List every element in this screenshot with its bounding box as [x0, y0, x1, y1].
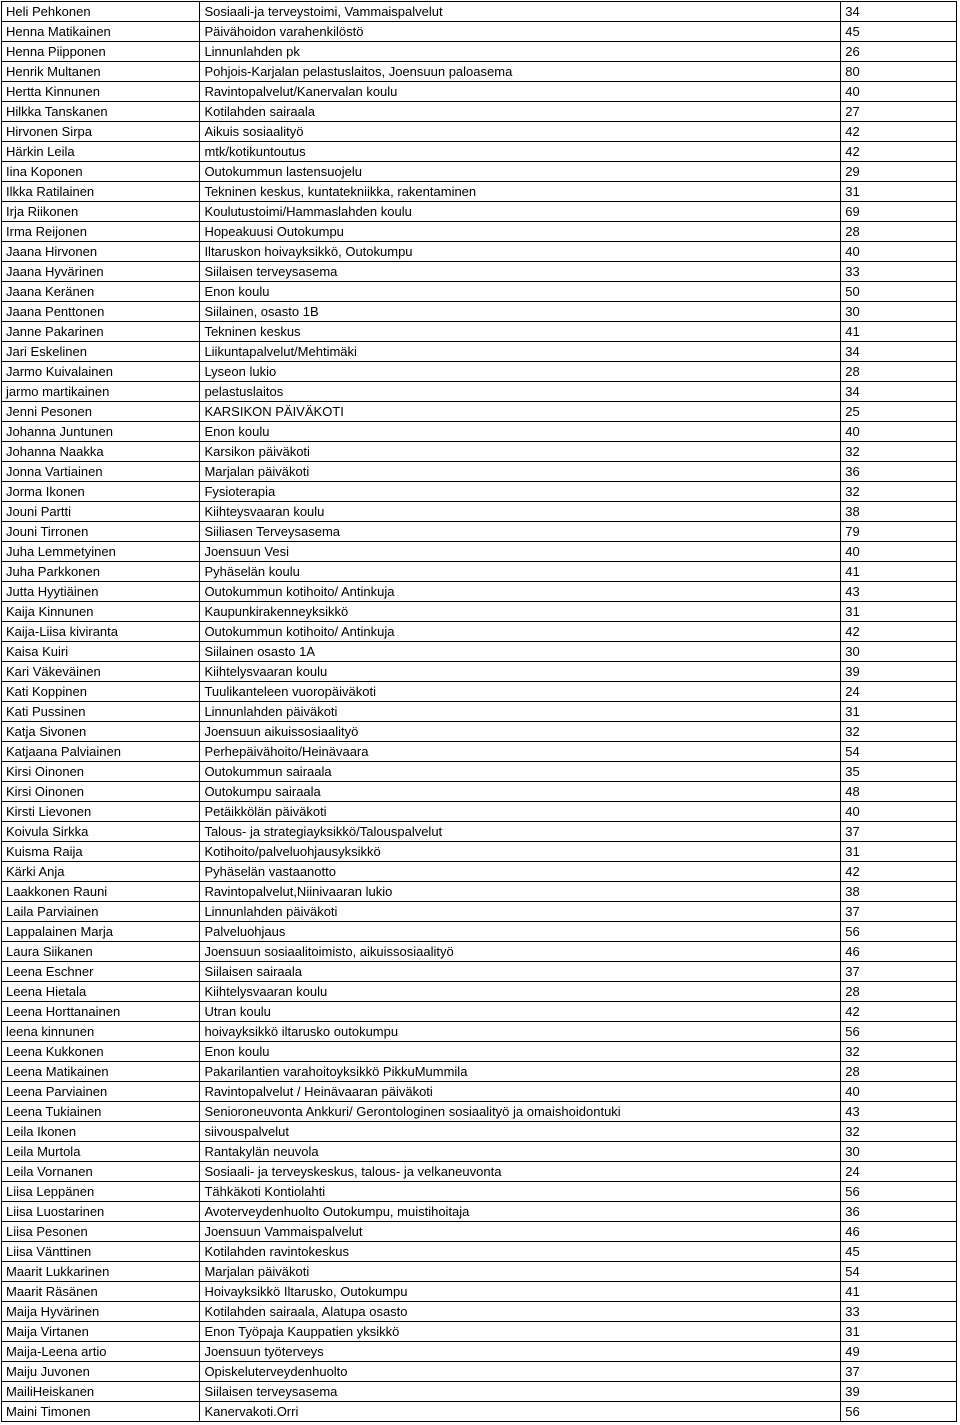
name-cell: jarmo martikainen — [2, 382, 200, 402]
name-cell: Johanna Naakka — [2, 442, 200, 462]
name-cell: Hertta Kinnunen — [2, 82, 200, 102]
age-cell: 31 — [841, 182, 957, 202]
table-row — [2, 162, 957, 182]
name-cell: Henna Matikainen — [2, 22, 200, 42]
age-cell: 32 — [841, 722, 957, 742]
table-row — [2, 262, 957, 282]
workplace-cell: Joensuun Vammaispalvelut — [200, 1222, 841, 1242]
age-cell: 28 — [841, 982, 957, 1002]
name-cell: Kaisa Kuiri — [2, 642, 200, 662]
name-cell: Irja Riikonen — [2, 202, 200, 222]
name-cell: Koivula Sirkka — [2, 822, 200, 842]
age-cell: 40 — [841, 82, 957, 102]
workplace-cell: Talous- ja strategiayksikkö/Talouspalvelut — [200, 822, 841, 842]
name-cell: Leena Parviainen — [2, 1082, 200, 1102]
name-cell: Kirsi Oinonen — [2, 782, 200, 802]
table-row — [2, 1242, 957, 1262]
workplace-cell: Liikuntapalvelut/Mehtimäki — [200, 342, 841, 362]
table-row — [2, 622, 957, 642]
table-row — [2, 1402, 957, 1422]
name-cell: Jonna Vartiainen — [2, 462, 200, 482]
workplace-cell: Tuulikanteleen vuoropäiväkoti — [200, 682, 841, 702]
workplace-cell: Siilainen, osasto 1B — [200, 302, 841, 322]
age-cell: 36 — [841, 1202, 957, 1222]
name-cell: leena kinnunen — [2, 1022, 200, 1042]
table-row — [2, 202, 957, 222]
name-cell: Katja Sivonen — [2, 722, 200, 742]
name-cell: Kaija-Liisa kiviranta — [2, 622, 200, 642]
name-cell: Kärki Anja — [2, 862, 200, 882]
age-cell: 37 — [841, 822, 957, 842]
age-cell: 56 — [841, 1182, 957, 1202]
age-cell: 49 — [841, 1342, 957, 1362]
name-cell: Leena Horttanainen — [2, 1002, 200, 1022]
table-row — [2, 562, 957, 582]
age-cell: 30 — [841, 1142, 957, 1162]
workplace-cell: Tekninen keskus, kuntatekniikka, rakentaminen — [200, 182, 841, 202]
age-cell: 31 — [841, 702, 957, 722]
name-cell: Leena Kukkonen — [2, 1042, 200, 1062]
age-cell: 34 — [841, 382, 957, 402]
workplace-cell: Senioroneuvonta Ankkuri/ Gerontologinen sosiaalityö ja omaishoidontuki — [200, 1102, 841, 1122]
table-row — [2, 682, 957, 702]
table-row — [2, 1122, 957, 1142]
table-row — [2, 542, 957, 562]
participant-table — [1, 1, 957, 1422]
name-cell: Härkin Leila — [2, 142, 200, 162]
name-cell: Irma Reijonen — [2, 222, 200, 242]
workplace-cell: Ravintopalvelut/Kanervalan koulu — [200, 82, 841, 102]
age-cell: 28 — [841, 1062, 957, 1082]
table-row — [2, 1282, 957, 1302]
table-row — [2, 1062, 957, 1082]
age-cell: 43 — [841, 1102, 957, 1122]
workplace-cell: siivouspalvelut — [200, 1122, 841, 1142]
workplace-cell: Kotihoito/palveluohjausyksikkö — [200, 842, 841, 862]
name-cell: Laura Siikanen — [2, 942, 200, 962]
age-cell: 40 — [841, 1082, 957, 1102]
name-cell: Kati Koppinen — [2, 682, 200, 702]
age-cell: 46 — [841, 1222, 957, 1242]
workplace-cell: Siilainen osasto 1A — [200, 642, 841, 662]
table-row — [2, 102, 957, 122]
age-cell: 32 — [841, 1122, 957, 1142]
workplace-cell: Tähkäkoti Kontiolahti — [200, 1182, 841, 1202]
age-cell: 28 — [841, 222, 957, 242]
table-row — [2, 822, 957, 842]
workplace-cell: Linnunlahden päiväkoti — [200, 702, 841, 722]
name-cell: Kaija Kinnunen — [2, 602, 200, 622]
table-row — [2, 582, 957, 602]
workplace-cell: Outokummun sairaala — [200, 762, 841, 782]
table-row — [2, 422, 957, 442]
name-cell: Jorma Ikonen — [2, 482, 200, 502]
age-cell: 38 — [841, 502, 957, 522]
name-cell: Kari Väkeväinen — [2, 662, 200, 682]
table-row — [2, 1262, 957, 1282]
name-cell: Ilkka Ratilainen — [2, 182, 200, 202]
age-cell: 28 — [841, 362, 957, 382]
workplace-cell: Kiihtelysvaaran koulu — [200, 982, 841, 1002]
name-cell: Henrik Multanen — [2, 62, 200, 82]
name-cell: Maiju Juvonen — [2, 1362, 200, 1382]
workplace-cell: Kiihtelysvaaran koulu — [200, 662, 841, 682]
workplace-cell: Kaupunkirakenneyksikkö — [200, 602, 841, 622]
table-row — [2, 642, 957, 662]
table-row — [2, 942, 957, 962]
age-cell: 24 — [841, 1162, 957, 1182]
age-cell: 41 — [841, 1282, 957, 1302]
name-cell: Leila Vornanen — [2, 1162, 200, 1182]
workplace-cell: Enon koulu — [200, 282, 841, 302]
name-cell: Maija Hyvärinen — [2, 1302, 200, 1322]
age-cell: 42 — [841, 622, 957, 642]
table-row — [2, 602, 957, 622]
workplace-cell: Perhepäivähoito/Heinävaara — [200, 742, 841, 762]
workplace-cell: Outokummun kotihoito/ Antinkuja — [200, 622, 841, 642]
age-cell: 37 — [841, 1362, 957, 1382]
age-cell: 32 — [841, 1042, 957, 1062]
workplace-cell: Joensuun työterveys — [200, 1342, 841, 1362]
age-cell: 31 — [841, 602, 957, 622]
table-row — [2, 282, 957, 302]
workplace-cell: Pakarilantien varahoitoyksikkö PikkuMummila — [200, 1062, 841, 1082]
name-cell: Lappalainen Marja — [2, 922, 200, 942]
name-cell: Jaana Penttonen — [2, 302, 200, 322]
table-row — [2, 842, 957, 862]
age-cell: 31 — [841, 1322, 957, 1342]
age-cell: 69 — [841, 202, 957, 222]
workplace-cell: Kanervakoti.Orri — [200, 1402, 841, 1422]
age-cell: 38 — [841, 882, 957, 902]
workplace-cell: Pyhäselän vastaanotto — [200, 862, 841, 882]
age-cell: 34 — [841, 342, 957, 362]
workplace-cell: Ravintopalvelut,Niinivaaran lukio — [200, 882, 841, 902]
age-cell: 26 — [841, 42, 957, 62]
table-row — [2, 142, 957, 162]
workplace-cell: Iltaruskon hoivayksikkö, Outokumpu — [200, 242, 841, 262]
workplace-cell: Palveluohjaus — [200, 922, 841, 942]
workplace-cell: Aikuis sosiaalityö — [200, 122, 841, 142]
age-cell: 46 — [841, 942, 957, 962]
table-row — [2, 42, 957, 62]
table-row — [2, 62, 957, 82]
table-row — [2, 1342, 957, 1362]
name-cell: Maija Virtanen — [2, 1322, 200, 1342]
workplace-cell: pelastuslaitos — [200, 382, 841, 402]
age-cell: 27 — [841, 102, 957, 122]
workplace-cell: Joensuun sosiaalitoimisto, aikuissosiaalityö — [200, 942, 841, 962]
age-cell: 35 — [841, 762, 957, 782]
workplace-cell: Ravintopalvelut / Heinävaaran päiväkoti — [200, 1082, 841, 1102]
table-row — [2, 902, 957, 922]
name-cell: Jouni Tirronen — [2, 522, 200, 542]
name-cell: Maarit Lukkarinen — [2, 1262, 200, 1282]
table-row — [2, 122, 957, 142]
name-cell: Leila Murtola — [2, 1142, 200, 1162]
age-cell: 40 — [841, 422, 957, 442]
age-cell: 45 — [841, 22, 957, 42]
name-cell: Jari Eskelinen — [2, 342, 200, 362]
workplace-cell: Linnunlahden pk — [200, 42, 841, 62]
age-cell: 37 — [841, 962, 957, 982]
table-row — [2, 962, 957, 982]
workplace-cell: Enon Työpaja Kauppatien yksikkö — [200, 1322, 841, 1342]
name-cell: Jouni Partti — [2, 502, 200, 522]
workplace-cell: Siilaisen sairaala — [200, 962, 841, 982]
name-cell: Leena Matikainen — [2, 1062, 200, 1082]
name-cell: Liisa Vänttinen — [2, 1242, 200, 1262]
name-cell: Kati Pussinen — [2, 702, 200, 722]
table-row — [2, 802, 957, 822]
table-row — [2, 302, 957, 322]
workplace-cell: KARSIKON PÄIVÄKOTI — [200, 402, 841, 422]
workplace-cell: Outokumpu sairaala — [200, 782, 841, 802]
age-cell: 33 — [841, 262, 957, 282]
age-cell: 79 — [841, 522, 957, 542]
name-cell: Maarit Räsänen — [2, 1282, 200, 1302]
name-cell: Laakkonen Rauni — [2, 882, 200, 902]
name-cell: Leena Tukiainen — [2, 1102, 200, 1122]
age-cell: 54 — [841, 742, 957, 762]
workplace-cell: Karsikon päiväkoti — [200, 442, 841, 462]
table-row — [2, 722, 957, 742]
workplace-cell: Enon koulu — [200, 422, 841, 442]
workplace-cell: Siiliasen Terveysasema — [200, 522, 841, 542]
table-row — [2, 502, 957, 522]
table-body — [2, 2, 957, 1422]
table-row — [2, 702, 957, 722]
workplace-cell: Siilaisen terveysasema — [200, 1382, 841, 1402]
age-cell: 36 — [841, 462, 957, 482]
workplace-cell: Linnunlahden päiväkoti — [200, 902, 841, 922]
table-row — [2, 522, 957, 542]
name-cell: Jaana Hyvärinen — [2, 262, 200, 282]
name-cell: Liisa Leppänen — [2, 1182, 200, 1202]
name-cell: Liisa Luostarinen — [2, 1202, 200, 1222]
table-row — [2, 922, 957, 942]
age-cell: 43 — [841, 582, 957, 602]
table-row — [2, 82, 957, 102]
name-cell: Jutta Hyytiäinen — [2, 582, 200, 602]
name-cell: Jaana Keränen — [2, 282, 200, 302]
age-cell: 45 — [841, 1242, 957, 1262]
age-cell: 31 — [841, 842, 957, 862]
table-row — [2, 1382, 957, 1402]
age-cell: 33 — [841, 1302, 957, 1322]
name-cell: Kuisma Raija — [2, 842, 200, 862]
table-row — [2, 182, 957, 202]
table-row — [2, 1002, 957, 1022]
table-row — [2, 1222, 957, 1242]
table-row — [2, 2, 957, 22]
table-row — [2, 982, 957, 1002]
workplace-cell: Opiskeluterveydenhuolto — [200, 1362, 841, 1382]
workplace-cell: Hoivayksikkö Iltarusko, Outokumpu — [200, 1282, 841, 1302]
table-row — [2, 1042, 957, 1062]
table-row — [2, 382, 957, 402]
workplace-cell: Pyhäselän koulu — [200, 562, 841, 582]
name-cell: Hirvonen Sirpa — [2, 122, 200, 142]
table-row — [2, 1022, 957, 1042]
table-row — [2, 462, 957, 482]
name-cell: Leena Eschner — [2, 962, 200, 982]
table-row — [2, 402, 957, 422]
workplace-cell: Joensuun Vesi — [200, 542, 841, 562]
workplace-cell: Kotilahden ravintokeskus — [200, 1242, 841, 1262]
age-cell: 56 — [841, 1402, 957, 1422]
name-cell: Jaana Hirvonen — [2, 242, 200, 262]
workplace-cell: Enon koulu — [200, 1042, 841, 1062]
table-row — [2, 482, 957, 502]
table-row — [2, 782, 957, 802]
name-cell: Kirsti Lievonen — [2, 802, 200, 822]
age-cell: 40 — [841, 542, 957, 562]
table-row — [2, 22, 957, 42]
name-cell: Juha Lemmetyinen — [2, 542, 200, 562]
age-cell: 39 — [841, 662, 957, 682]
workplace-cell: Avoterveydenhuolto Outokumpu, muistihoitaja — [200, 1202, 841, 1222]
workplace-cell: Utran koulu — [200, 1002, 841, 1022]
table-row — [2, 1362, 957, 1382]
age-cell: 40 — [841, 242, 957, 262]
table-row — [2, 762, 957, 782]
table-row — [2, 1102, 957, 1122]
table-row — [2, 442, 957, 462]
age-cell: 25 — [841, 402, 957, 422]
workplace-cell: Siilaisen terveysasema — [200, 262, 841, 282]
age-cell: 24 — [841, 682, 957, 702]
table-row — [2, 1082, 957, 1102]
workplace-cell: Pohjois-Karjalan pelastuslaitos, Joensuun paloasema — [200, 62, 841, 82]
name-cell: Leila Ikonen — [2, 1122, 200, 1142]
workplace-cell: Rantakylän neuvola — [200, 1142, 841, 1162]
name-cell: Liisa Pesonen — [2, 1222, 200, 1242]
name-cell: Laila Parviainen — [2, 902, 200, 922]
table-row — [2, 882, 957, 902]
workplace-cell: Joensuun aikuissosiaalityö — [200, 722, 841, 742]
workplace-cell: Petäikkölän päiväkoti — [200, 802, 841, 822]
name-cell: Maini Timonen — [2, 1402, 200, 1422]
age-cell: 42 — [841, 1002, 957, 1022]
workplace-cell: Hopeakuusi Outokumpu — [200, 222, 841, 242]
name-cell: Jarmo Kuivalainen — [2, 362, 200, 382]
name-cell: Henna Piipponen — [2, 42, 200, 62]
name-cell: Kirsi Oinonen — [2, 762, 200, 782]
workplace-cell: Lyseon lukio — [200, 362, 841, 382]
age-cell: 42 — [841, 862, 957, 882]
table-row — [2, 342, 957, 362]
table-row — [2, 1302, 957, 1322]
name-cell: Heli Pehkonen — [2, 2, 200, 22]
table-row — [2, 1162, 957, 1182]
workplace-cell: Koulutustoimi/Hammaslahden koulu — [200, 202, 841, 222]
table-row — [2, 242, 957, 262]
name-cell: Maija-Leena artio — [2, 1342, 200, 1362]
age-cell: 56 — [841, 1022, 957, 1042]
workplace-cell: mtk/kotikuntoutus — [200, 142, 841, 162]
age-cell: 42 — [841, 122, 957, 142]
age-cell: 39 — [841, 1382, 957, 1402]
table-row — [2, 1202, 957, 1222]
name-cell: Johanna Juntunen — [2, 422, 200, 442]
workplace-cell: Fysioterapia — [200, 482, 841, 502]
table-row — [2, 1142, 957, 1162]
age-cell: 40 — [841, 802, 957, 822]
name-cell: Juha Parkkonen — [2, 562, 200, 582]
workplace-cell: hoivayksikkö iltarusko outokumpu — [200, 1022, 841, 1042]
workplace-cell: Sosiaali-ja terveystoimi, Vammaispalvelut — [200, 2, 841, 22]
table-row — [2, 742, 957, 762]
age-cell: 32 — [841, 442, 957, 462]
age-cell: 32 — [841, 482, 957, 502]
name-cell: Janne Pakarinen — [2, 322, 200, 342]
age-cell: 50 — [841, 282, 957, 302]
table-row — [2, 222, 957, 242]
workplace-cell: Outokummun lastensuojelu — [200, 162, 841, 182]
age-cell: 37 — [841, 902, 957, 922]
name-cell: Katjaana Palviainen — [2, 742, 200, 762]
workplace-cell: Sosiaali- ja terveyskeskus, talous- ja velkaneuvonta — [200, 1162, 841, 1182]
name-cell: Iina Koponen — [2, 162, 200, 182]
workplace-cell: Outokummun kotihoito/ Antinkuja — [200, 582, 841, 602]
workplace-cell: Kiihteysvaaran koulu — [200, 502, 841, 522]
workplace-cell: Marjalan päiväkoti — [200, 462, 841, 482]
age-cell: 80 — [841, 62, 957, 82]
age-cell: 48 — [841, 782, 957, 802]
age-cell: 30 — [841, 302, 957, 322]
table-row — [2, 662, 957, 682]
age-cell: 56 — [841, 922, 957, 942]
workplace-cell: Päivähoidon varahenkilöstö — [200, 22, 841, 42]
workplace-cell: Tekninen keskus — [200, 322, 841, 342]
age-cell: 41 — [841, 562, 957, 582]
name-cell: Leena Hietala — [2, 982, 200, 1002]
age-cell: 41 — [841, 322, 957, 342]
workplace-cell: Kotilahden sairaala — [200, 102, 841, 122]
workplace-cell: Marjalan päiväkoti — [200, 1262, 841, 1282]
age-cell: 29 — [841, 162, 957, 182]
age-cell: 54 — [841, 1262, 957, 1282]
name-cell: Jenni Pesonen — [2, 402, 200, 422]
age-cell: 42 — [841, 142, 957, 162]
name-cell: MailiHeiskanen — [2, 1382, 200, 1402]
name-cell: Hilkka Tanskanen — [2, 102, 200, 122]
workplace-cell: Kotilahden sairaala, Alatupa osasto — [200, 1302, 841, 1322]
table-row — [2, 1322, 957, 1342]
table-row — [2, 1182, 957, 1202]
age-cell: 30 — [841, 642, 957, 662]
table-row — [2, 862, 957, 882]
table-row — [2, 362, 957, 382]
table-row — [2, 322, 957, 342]
age-cell: 34 — [841, 2, 957, 22]
